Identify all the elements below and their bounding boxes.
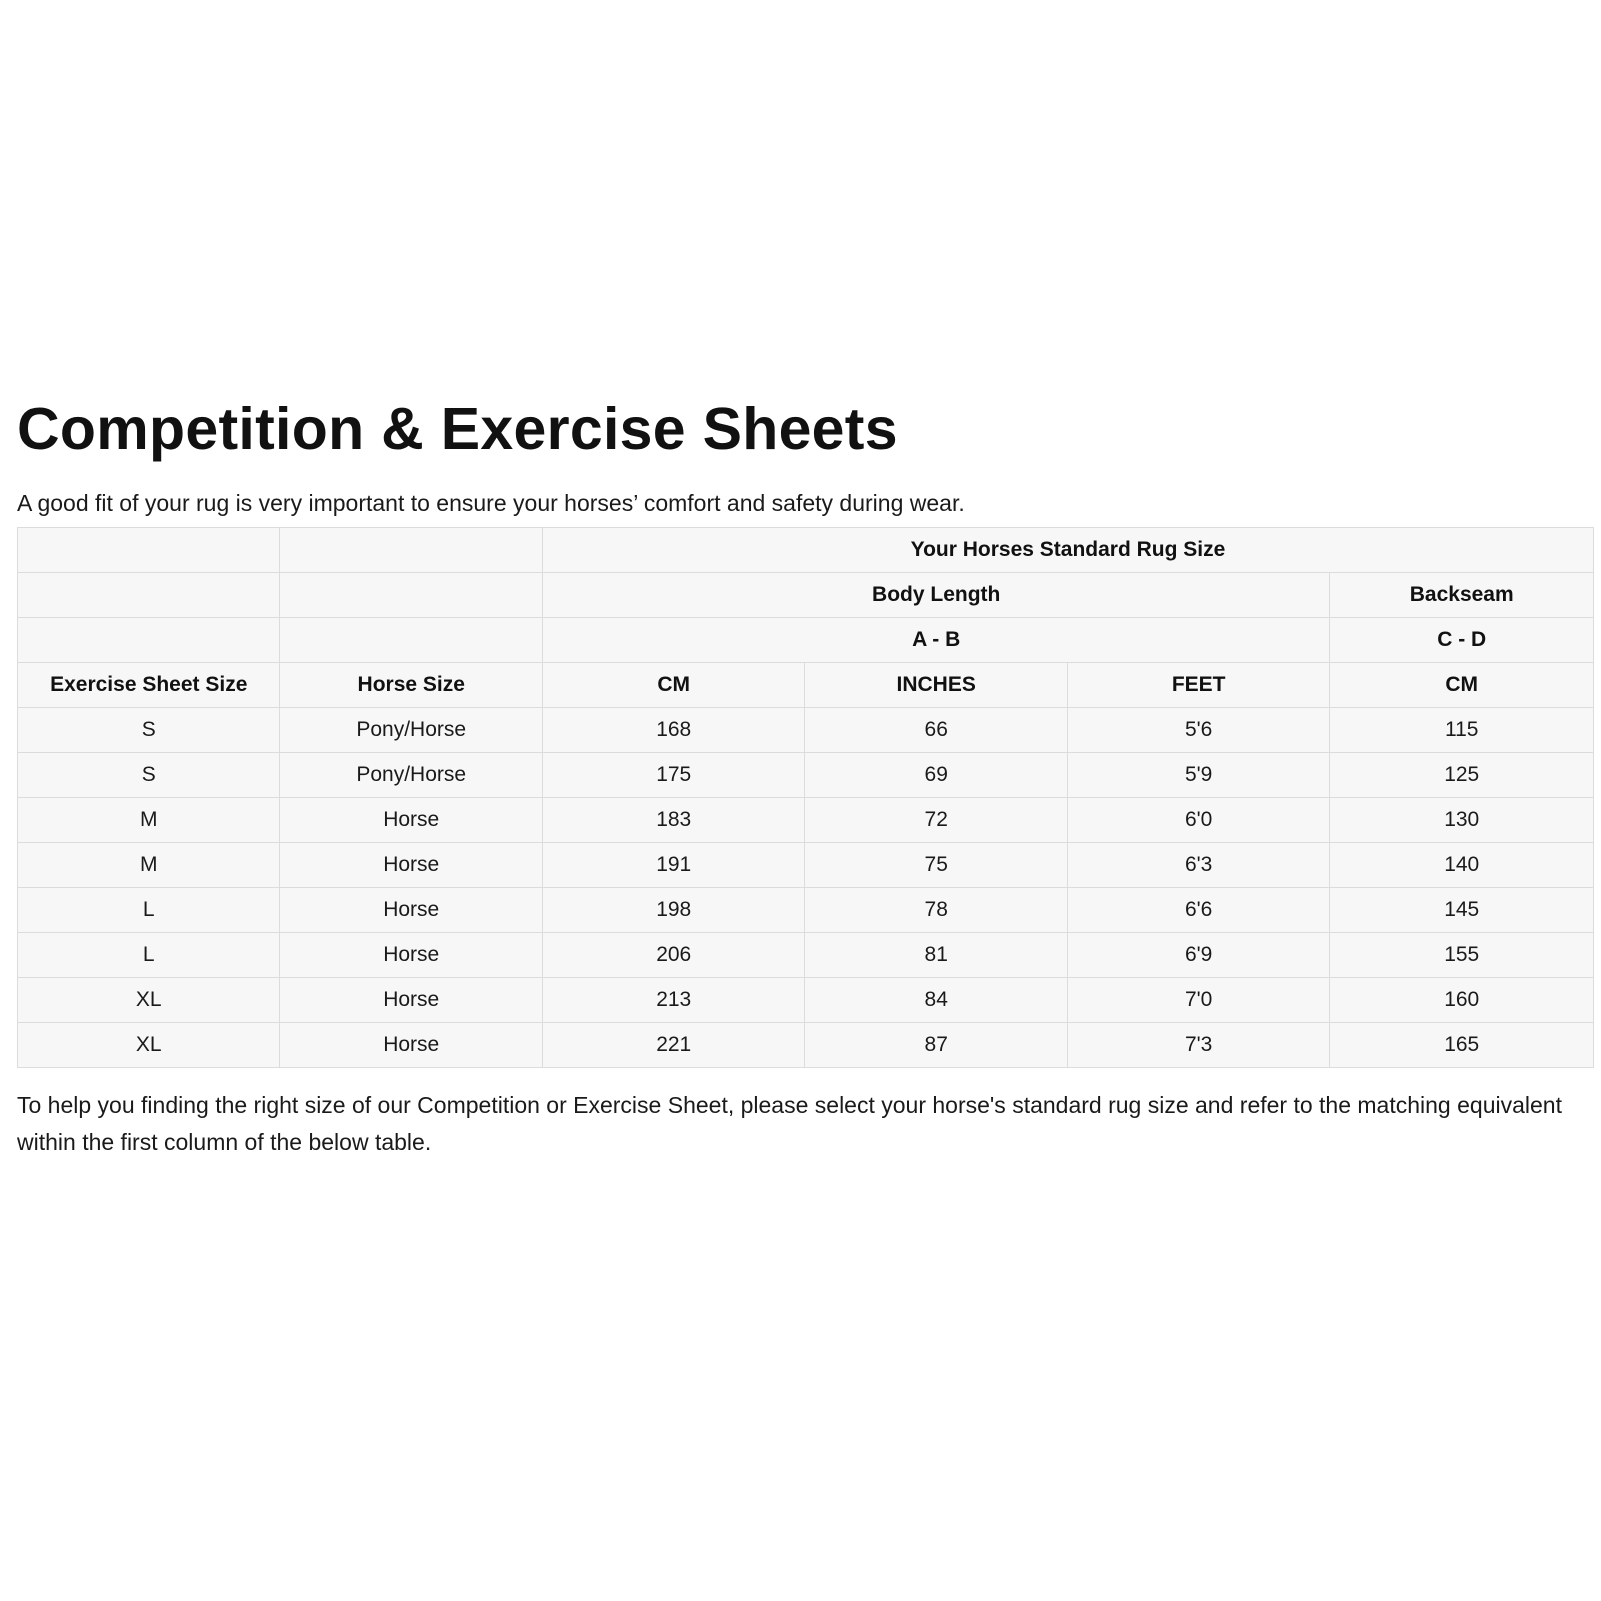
table-cell: XL [18,1023,280,1068]
table-cell: Pony/Horse [280,708,542,753]
table-cell: 168 [542,708,804,753]
table-cell: 183 [542,798,804,843]
table-cell: Horse [280,1023,542,1068]
table-cell: 145 [1330,888,1594,933]
table-row [18,753,1594,798]
column-header: Horse Size [280,663,542,708]
intro-text: A good fit of your rug is very important to ensure your horses’ comfort and safety during wear. [17,490,965,516]
table-cell: 66 [805,708,1067,753]
column-header: Exercise Sheet Size [18,663,280,708]
table-cell: 7'3 [1067,1023,1329,1068]
table-cell: Horse [280,798,542,843]
table-cell: L [18,933,280,978]
table-cell: S [18,753,280,798]
table-row [18,933,1594,978]
table-cell: 78 [805,888,1067,933]
standard-rug-size-header: Your Horses Standard Rug Size [542,528,1593,573]
table-cell: 84 [805,978,1067,1023]
table-cell: 6'6 [1067,888,1329,933]
column-header: CM [1330,663,1594,708]
table-cell: 191 [542,843,804,888]
table-cell: Horse [280,978,542,1023]
table-cell: Pony/Horse [280,753,542,798]
table-cell: 213 [542,978,804,1023]
column-header: INCHES [805,663,1067,708]
header-row-measure [18,573,1594,618]
table-cell: 165 [1330,1023,1594,1068]
blank-header-cell [280,618,542,663]
table-body [18,708,1594,1068]
table-cell: Horse [280,888,542,933]
header-row-points [18,618,1594,663]
column-header: CM [542,663,804,708]
table-cell: M [18,843,280,888]
table-cell: 115 [1330,708,1594,753]
table-row [18,978,1594,1023]
blank-header-cell [18,528,280,573]
header-row-group [18,528,1594,573]
column-header: FEET [1067,663,1329,708]
table-cell: 6'0 [1067,798,1329,843]
table-cell: L [18,888,280,933]
table-cell: 6'9 [1067,933,1329,978]
blank-header-cell [18,618,280,663]
page-title: Competition & Exercise Sheets [17,396,898,462]
table-cell: XL [18,978,280,1023]
blank-header-cell [18,573,280,618]
table-row [18,798,1594,843]
table-cell: 87 [805,1023,1067,1068]
table-cell: 175 [542,753,804,798]
blank-header-cell [280,528,542,573]
table-cell: 221 [542,1023,804,1068]
body-length-header: Body Length [542,573,1329,618]
table-cell: 6'3 [1067,843,1329,888]
footer-note: To help you finding the right size of our Competition or Exercise Sheet, please select your horse's standard rug size and refer to the matching equivalent within the first column of the below table. [17,1092,1562,1155]
table-cell: 125 [1330,753,1594,798]
table-header [18,528,1594,708]
table-cell: 72 [805,798,1067,843]
table-row [18,1023,1594,1068]
blank-header-cell [280,573,542,618]
table-cell: 140 [1330,843,1594,888]
table-cell: M [18,798,280,843]
backseam-points: C - D [1330,618,1594,663]
table-cell: 69 [805,753,1067,798]
backseam-header: Backseam [1330,573,1594,618]
table-cell: 206 [542,933,804,978]
table-cell: 130 [1330,798,1594,843]
table-cell: Horse [280,933,542,978]
table-cell: 155 [1330,933,1594,978]
table-cell: 75 [805,843,1067,888]
table-row [18,708,1594,753]
table-cell: 5'9 [1067,753,1329,798]
body-length-points: A - B [542,618,1329,663]
table-cell: 160 [1330,978,1594,1023]
table-row [18,888,1594,933]
table-cell: Horse [280,843,542,888]
size-guide [17,396,1594,1161]
table-cell: S [18,708,280,753]
table-cell: 7'0 [1067,978,1329,1023]
table-cell: 5'6 [1067,708,1329,753]
table-cell: 198 [542,888,804,933]
table-cell: 81 [805,933,1067,978]
header-row-columns [18,663,1594,708]
size-table [17,527,1594,1068]
table-row [18,843,1594,888]
